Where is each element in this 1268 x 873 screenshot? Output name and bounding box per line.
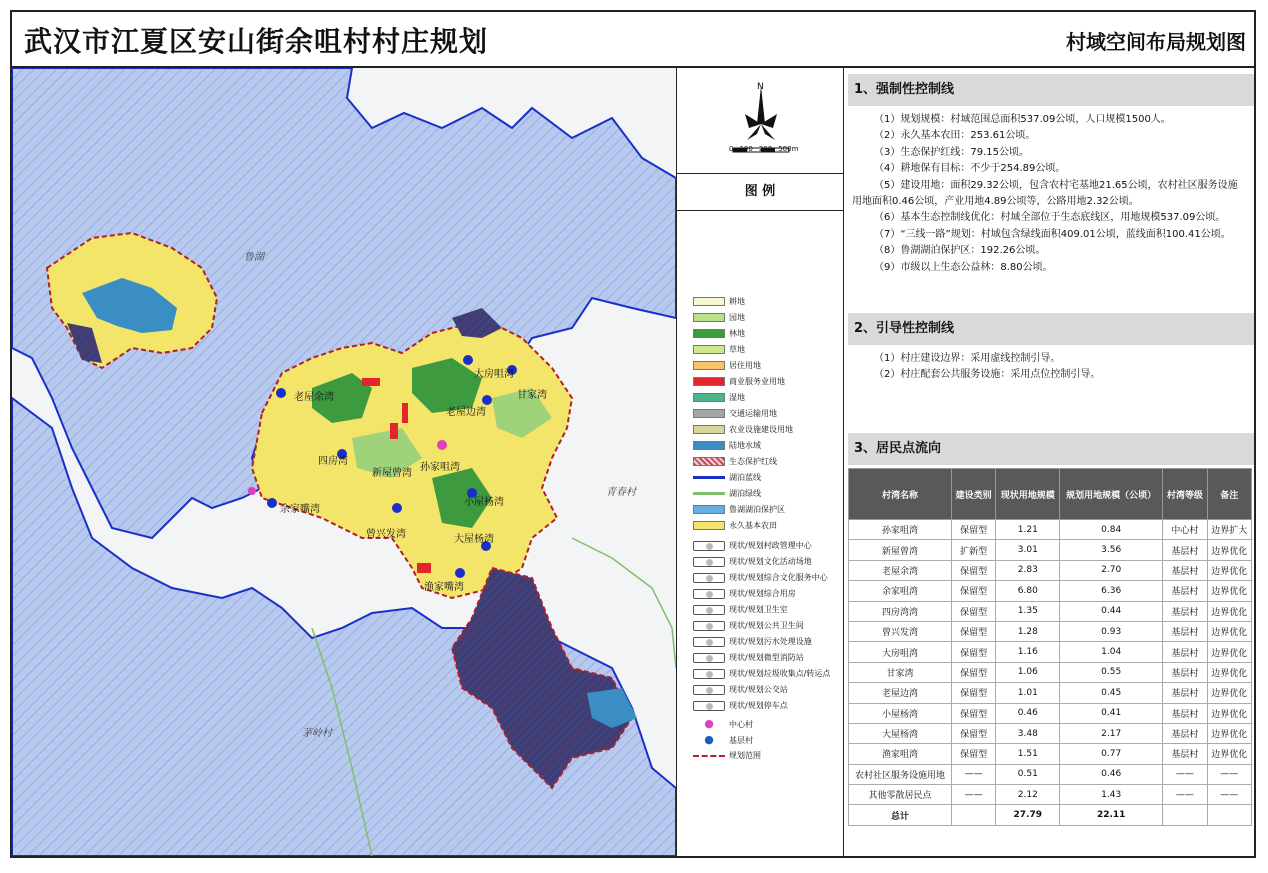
table-cell: 保留型: [951, 683, 995, 703]
table-cell: 3.48: [996, 723, 1060, 743]
table-cell: 3.56: [1060, 540, 1163, 560]
neighbor-village-label: 茅岭村: [302, 728, 332, 739]
scale-label: 0: [729, 145, 734, 153]
legend-label: 现状/规划停车点: [729, 701, 788, 710]
legend-facility: [693, 588, 796, 600]
land-use-map: [12, 68, 676, 856]
commercial-land: [390, 423, 398, 439]
table-cell: 1.51: [996, 744, 1060, 764]
table-cell: 保留型: [951, 520, 995, 540]
legend-label: 现状/规划村政管理中心: [729, 541, 812, 550]
note-line: （9）市级以上生态公益林：8.80公顷。: [874, 261, 1053, 273]
legend-label: 湖泊绿线: [729, 489, 761, 498]
table-cell: 基层村: [1163, 540, 1207, 560]
section-title: 1、强制性控制线: [848, 74, 1254, 106]
clinic-icon: [693, 605, 725, 615]
note-line: （2）永久基本农田：253.61公顷。: [874, 130, 1036, 142]
legend-swatch: [693, 441, 725, 450]
table-cell: 2.12: [996, 785, 1060, 805]
legend-panel: [676, 68, 844, 856]
garbage-point-icon: [693, 669, 725, 679]
legend-swatch: [693, 492, 725, 495]
table-row: [849, 785, 1252, 805]
table-cell: 保留型: [951, 723, 995, 743]
legend-label: 永久基本农田: [729, 521, 777, 530]
legend-facility: [693, 620, 804, 632]
table-row: [849, 581, 1252, 601]
legend-point: [693, 734, 753, 746]
settlement-table: [848, 468, 1252, 826]
table-row: [849, 601, 1252, 621]
legend-label: 湿地: [729, 393, 745, 402]
planning-notes-panel: [846, 68, 1256, 856]
legend-facility: [693, 636, 812, 648]
table-cell: 余家咀湾: [849, 581, 952, 601]
fire-station-icon: [693, 653, 725, 663]
note-line: （1）村庄建设边界：采用虚线控制引导。: [874, 353, 1061, 364]
table-cell: 0.84: [1060, 520, 1163, 540]
table-row: [849, 703, 1252, 723]
table-row: [849, 520, 1252, 540]
legend-item: [693, 440, 761, 452]
legend-swatch: [693, 361, 725, 370]
legend-swatch: [693, 393, 725, 402]
column-header: 村湾名称: [849, 469, 952, 520]
legend-label: 现状/规划公交站: [729, 685, 788, 694]
table-row: [849, 621, 1252, 641]
table-cell: 保留型: [951, 601, 995, 621]
table-cell: 0.93: [1060, 621, 1163, 641]
scale-bar-labels: [729, 145, 839, 153]
admin-center-icon: [693, 541, 725, 551]
section1-body: [846, 106, 1256, 313]
table-row: [849, 805, 1252, 825]
table-cell: 1.16: [996, 642, 1060, 662]
lake-name-label: 鲁湖: [244, 252, 264, 263]
table-cell: 老屋余湾: [849, 560, 952, 580]
legend-label: 现状/规划污水处理设施: [729, 637, 812, 646]
note-line: （8）鲁湖湖泊保护区：192.26公顷。: [874, 245, 1046, 257]
legend-label: 居住用地: [729, 361, 761, 370]
table-cell: 0.77: [1060, 744, 1163, 764]
legend-label: 现状/规划文化活动场地: [729, 557, 812, 566]
table-cell: 四房湾湾: [849, 601, 952, 621]
table-cell: 基层村: [1163, 662, 1207, 682]
table-cell: 新屋曾湾: [849, 540, 952, 560]
legend-label: 农业设施建设用地: [729, 425, 793, 434]
legend-item: [693, 312, 745, 324]
table-cell: 0.44: [1060, 601, 1163, 621]
table-header-row: [849, 469, 1252, 520]
settlement-label: 小屋杨湾: [464, 497, 504, 508]
scale-label: 500m: [778, 145, 799, 153]
table-row: [849, 764, 1252, 784]
central-village-point: [437, 440, 447, 450]
table-cell: 孙家咀湾: [849, 520, 952, 540]
table-cell: 22.11: [1060, 805, 1163, 825]
table-cell: 大房咀湾: [849, 642, 952, 662]
legend-label: 规划范围: [729, 751, 761, 760]
culture-venue-icon: [693, 557, 725, 567]
table-cell: 基层村: [1163, 642, 1207, 662]
legend-item: [693, 376, 785, 388]
legend-label: 中心村: [729, 720, 753, 729]
table-cell: 保留型: [951, 642, 995, 662]
table-cell: 2.17: [1060, 723, 1163, 743]
culture-center-icon: [693, 573, 725, 583]
table-cell: 2.83: [996, 560, 1060, 580]
settlement-label: 余家嘴湾: [280, 504, 320, 515]
table-cell: 1.28: [996, 621, 1060, 641]
basic-village-icon: ●: [704, 733, 714, 746]
table-cell: 1.04: [1060, 642, 1163, 662]
table-cell: 甘家湾: [849, 662, 952, 682]
legend-label: 现状/规划综合文化服务中心: [729, 573, 828, 582]
note-line: （6）基本生态控制线优化：村域全部位于生态底线区，用地规模537.09公顷。: [874, 212, 1226, 224]
commercial-land: [417, 563, 431, 573]
basic-village-point: [267, 498, 277, 508]
table-cell: 边界优化: [1207, 642, 1251, 662]
table-cell: 保留型: [951, 703, 995, 723]
table-cell: ——: [951, 764, 995, 784]
table-cell: 基层村: [1163, 703, 1207, 723]
table-cell: 边界优化: [1207, 683, 1251, 703]
table-cell: 边界优化: [1207, 581, 1251, 601]
map-subtitle: 村域空间布局规划图: [1066, 30, 1246, 54]
legend-boundary: [693, 750, 761, 762]
table-cell: 0.46: [1060, 764, 1163, 784]
legend-swatch: [693, 329, 725, 338]
settlement-label: 渔家嘴湾: [424, 582, 464, 593]
table-cell: 边界优化: [1207, 662, 1251, 682]
settlement-label: 孙家咀湾: [420, 462, 460, 473]
table-cell: 基层村: [1163, 560, 1207, 580]
table-cell: 6.80: [996, 581, 1060, 601]
scale-label: 200: [758, 145, 773, 153]
column-header: 备注: [1207, 469, 1251, 520]
basic-village-point: [455, 568, 465, 578]
header: [12, 12, 1254, 68]
table-cell: 大屋杨湾: [849, 723, 952, 743]
table-cell: 边界优化: [1207, 601, 1251, 621]
legend-swatch: [693, 345, 725, 354]
legend-item: [693, 472, 761, 484]
table-cell: 边界扩大: [1207, 520, 1251, 540]
parking-icon: [693, 701, 725, 711]
table-cell: 农村社区服务设施用地: [849, 764, 952, 784]
legend-swatch: [693, 457, 725, 466]
settlement-label: 新屋曾湾: [372, 468, 412, 479]
legend-label: 园地: [729, 313, 745, 322]
table-cell: 1.43: [1060, 785, 1163, 805]
legend-item: [693, 360, 761, 372]
legend-item: [693, 408, 777, 420]
table-cell: 1.06: [996, 662, 1060, 682]
legend-swatch: [693, 425, 725, 434]
central-village-icon: ●: [704, 717, 714, 730]
table-cell: 0.45: [1060, 683, 1163, 703]
legend-facility: [693, 668, 830, 680]
legend-swatch: [693, 476, 725, 479]
north-label: N: [757, 82, 764, 92]
column-header: 规划用地规模（公顷）: [1060, 469, 1163, 520]
legend-item: [693, 392, 745, 404]
table-cell: 保留型: [951, 744, 995, 764]
table-cell: 1.21: [996, 520, 1060, 540]
table-cell: 老屋边湾: [849, 683, 952, 703]
legend-item: [693, 504, 785, 516]
table-row: [849, 662, 1252, 682]
table-cell: 扩新型: [951, 540, 995, 560]
legend-item: [693, 456, 777, 468]
legend-item: [693, 296, 745, 308]
column-header: 建设类别: [951, 469, 995, 520]
table-cell: [1163, 805, 1207, 825]
note-line: （7）“三线一路”规划：村域包含绿线面积409.01公顷，蓝线面积100.41公顷。: [874, 228, 1231, 240]
note-line: （3）生态保护红线：79.15公顷。: [874, 146, 1029, 158]
legend-label: 现状/规划微型消防站: [729, 653, 804, 662]
table-cell: ——: [951, 785, 995, 805]
table-cell: 1.01: [996, 683, 1060, 703]
legend-label: 现状/规划公共卫生间: [729, 621, 804, 630]
legend-item: [693, 344, 745, 356]
table-cell: 边界优化: [1207, 703, 1251, 723]
table-cell: 总计: [849, 805, 952, 825]
table-cell: 边界优化: [1207, 723, 1251, 743]
table-cell: 基层村: [1163, 744, 1207, 764]
commercial-land: [402, 403, 408, 423]
table-row: [849, 744, 1252, 764]
legend-facility: [693, 604, 788, 616]
note-line: （1）规划规模：村域范围总面积537.09公顷，人口规模1500人。: [874, 114, 1171, 125]
table-cell: 基层村: [1163, 581, 1207, 601]
table-row: [849, 560, 1252, 580]
settlement-label: 大房咀湾: [474, 369, 514, 380]
settlement-label: 四房湾: [318, 456, 348, 467]
table-cell: 边界优化: [1207, 744, 1251, 764]
legend-facility: [693, 652, 804, 664]
legend-label: 现状/规划垃圾收集点/转运点: [729, 669, 831, 678]
legend-label: 草地: [729, 345, 745, 354]
page-title: 武汉市江夏区安山街余咀村村庄规划: [24, 25, 489, 58]
note-line: （4）耕地保有目标：不少于254.89公顷。: [874, 163, 1066, 175]
sewage-icon: [693, 637, 725, 647]
table-cell: 基层村: [1163, 601, 1207, 621]
legend-label: 生态保护红线: [729, 457, 777, 466]
table-cell: 0.55: [1060, 662, 1163, 682]
table-cell: 0.46: [996, 703, 1060, 723]
legend-label: 交通运输用地: [729, 409, 777, 418]
legend-swatch: [693, 521, 725, 530]
table-row: [849, 723, 1252, 743]
table-cell: 2.70: [1060, 560, 1163, 580]
legend-swatch: [693, 409, 725, 418]
legend-label: 林地: [729, 329, 745, 338]
table-row: [849, 642, 1252, 662]
table-body: [849, 520, 1252, 826]
commercial-land: [362, 378, 380, 386]
section-title: 3、居民点流向: [848, 433, 1254, 465]
table-cell: 基层村: [1163, 723, 1207, 743]
legend-item: [693, 424, 793, 436]
legend-label: 基层村: [729, 736, 753, 745]
legend-facility: [693, 540, 812, 552]
legend-label: 耕地: [729, 297, 745, 306]
toilet-icon: [693, 621, 725, 631]
legend-swatch: [693, 505, 725, 514]
legend-item: [693, 328, 745, 340]
table-cell: 6.36: [1060, 581, 1163, 601]
multipurpose-building-icon: [693, 589, 725, 599]
legend-item: [693, 520, 777, 532]
north-arrow-icon: [729, 80, 793, 170]
legend-facility: [693, 572, 828, 584]
settlement-label: 甘家湾: [517, 390, 547, 401]
table-cell: 基层村: [1163, 683, 1207, 703]
table-cell: 边界优化: [1207, 621, 1251, 641]
table-cell: 0.41: [1060, 703, 1163, 723]
table-cell: 0.51: [996, 764, 1060, 784]
legend-swatch: [693, 313, 725, 322]
legend-label: 陆地水域: [729, 441, 761, 450]
table-cell: 小屋杨湾: [849, 703, 952, 723]
table-row: [849, 683, 1252, 703]
table-cell: 曾兴发湾: [849, 621, 952, 641]
bus-stop-icon: [693, 685, 725, 695]
table-cell: 保留型: [951, 662, 995, 682]
table-cell: 保留型: [951, 560, 995, 580]
table-cell: [1207, 805, 1251, 825]
section2-body: [846, 345, 1256, 433]
table-cell: 其他零散居民点: [849, 785, 952, 805]
table-cell: 保留型: [951, 581, 995, 601]
note-line: （2）村庄配套公共服务设施：采用点位控制引导。: [874, 369, 1101, 381]
legend-facility: [693, 556, 812, 568]
boundary-line-icon: [693, 755, 725, 757]
legend-swatch: [693, 377, 725, 386]
table-cell: 1.35: [996, 601, 1060, 621]
settlement-label: 曾兴发湾: [366, 529, 406, 540]
legend-item: [693, 488, 761, 500]
basic-village-point: [463, 355, 473, 365]
section-title: 2、引导性控制线: [848, 313, 1254, 345]
legend-label: 鲁湖湖泊保护区: [729, 505, 785, 514]
table-cell: 边界优化: [1207, 560, 1251, 580]
legend-point: [693, 718, 753, 730]
table-cell: 保留型: [951, 621, 995, 641]
table-cell: ——: [1163, 785, 1207, 805]
settlement-label: 老屋边湾: [446, 407, 486, 418]
basic-village-point: [392, 503, 402, 513]
legend-facility: [693, 700, 788, 712]
table-cell: 27.79: [996, 805, 1060, 825]
legend-title: 图 例: [677, 173, 843, 211]
facility-point: [248, 487, 256, 495]
settlement-label: 大屋杨湾: [454, 534, 494, 545]
table-cell: 中心村: [1163, 520, 1207, 540]
column-header: 村湾等级: [1163, 469, 1207, 520]
table-cell: ——: [1163, 764, 1207, 784]
column-header: 现状用地规模: [996, 469, 1060, 520]
table-cell: 渔家咀湾: [849, 744, 952, 764]
legend-label: 现状/规划卫生室: [729, 605, 788, 614]
table-cell: ——: [1207, 764, 1251, 784]
neighbor-village-label: 青春村: [606, 487, 636, 498]
table-cell: 3.01: [996, 540, 1060, 560]
legend-label: 现状/规划综合用房: [729, 589, 796, 598]
note-line: （5）建设用地：面积29.32公顷，包含农村宅基地21.65公顷，农村社区服务设施用地面积0.46公顷，产业用地4.89公顷等，公路用地2.32公顷。: [852, 179, 1238, 208]
legend-facility: [693, 684, 788, 696]
legend-label: 商业服务业用地: [729, 377, 785, 386]
basic-village-point: [276, 388, 286, 398]
legend-swatch: [693, 297, 725, 306]
table-cell: 边界优化: [1207, 540, 1251, 560]
table-row: [849, 540, 1252, 560]
settlement-label: 老屋余湾: [294, 392, 334, 403]
table-cell: 基层村: [1163, 621, 1207, 641]
scale-label: 100: [739, 145, 753, 153]
table-cell: [951, 805, 995, 825]
legend-label: 湖泊蓝线: [729, 473, 761, 482]
table-cell: ——: [1207, 785, 1251, 805]
